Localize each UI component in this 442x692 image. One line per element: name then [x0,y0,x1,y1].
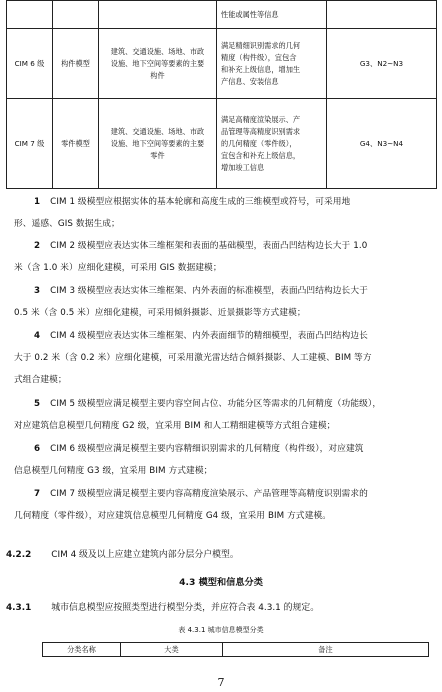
list-item: 4 CIM 4 级模型应表达实体三维框架、内外表面细节的精细模型，表面凸凹结构边长 大于 0.2 米（含 0.2 米）应细化建模，可采用激光雷达结合倾斜摄影、人工建模、BIM 等方 式组合建模； [14,331,372,385]
table-caption: 表 4.3.1 城市信息模型分类 [178,626,264,634]
clause-4-2-2: 4.2.2 CIM 4 级及以上应建立建筑内部分层分户模型。 [6,550,239,560]
level-cell: CIM 7 级 [7,99,53,189]
ref-cell: G4、N3~N4 [327,99,437,189]
header-cell: 分类名称 [43,643,121,657]
list-item: 6 CIM 6 级模型应满足模型主要内容精细识别需求的几何精度（构件级），对应建筑 信息模型几何精度 G3 级，宜采用 BIM 方式建模； [14,444,364,476]
clause-4-3-1: 4.3.1 城市信息模型应按照类型进行模型分类，并应符合表 4.3.1 的规定。 [6,603,320,613]
header-cell: 备注 [223,643,429,657]
list-item: 7 CIM 7 级模型应满足模型主要内容高精度渲染展示、产品管理等高精度识别需求的 几何精度（零件级），对应建筑信息模型几何精度 G4 级，宜采用 BIM 方式建模。 [14,489,368,521]
table-row [7,29,437,99]
page-number: 7 [217,676,225,689]
table-row [7,1,437,29]
precision-cell: 满足高精度渲染展示、产 品管理等高精度识别需求 的几何精度（零件级）， 宜包含和补充上级信息， 增加竣工信息 [217,99,327,189]
model-cell: 零件模型 [53,99,99,189]
precision-cell: 满足精细识别需求的几何 精度（构件级），宜包含 和补充上级信息，增加生 产信息、安装信息 [217,29,327,99]
classification-table [42,642,429,657]
content-cell: 建筑、交通设施、场地、市政 设施、地下空间等要素的主要 零件 [99,99,217,189]
top-fragment-cell: 性能或属性等信息 [217,1,327,29]
list-item: 2 CIM 2 级模型应表达实体三维框架和表面的基础模型，表面凸凹结构边长大于 1.0 米（含 1.0 米）应细化建模，可采用 GIS 数据建模； [14,241,368,273]
content-cell: 建筑、交通设施、场地、市政 设施、地下空间等要素的主要 构件 [99,29,217,99]
level-table [6,0,437,189]
table-row [7,99,437,189]
level-cell: CIM 6 级 [7,29,53,99]
section-heading: 4.3 模型和信息分类 [179,577,263,588]
list-item: 1 CIM 1 级模型应根据实体的基本轮廓和高度生成的三维模型或符号，可采用地 形、遥感、GIS 数据生成； [14,197,351,229]
list-item: 3 CIM 3 级模型应表达实体三维框架、内外表面的标准模型，表面凸凹结构边长大于 0.5 米（含 0.5 米）应细化建模，可采用倾斜摄影、近景摄影等方式建模； [14,286,368,318]
model-cell: 构件模型 [53,29,99,99]
list-item: 5 CIM 5 级模型应满足模型主要内容空间占位、功能分区等需求的几何精度（功能级）， 对应建筑信息模型几何精度 G2 级，宜采用 BIM 和人工精细建模等方式组合建模； [14,399,382,431]
table-header-row [43,643,429,657]
header-cell: 大类 [121,643,223,657]
ref-cell: G3、N2~N3 [327,29,437,99]
